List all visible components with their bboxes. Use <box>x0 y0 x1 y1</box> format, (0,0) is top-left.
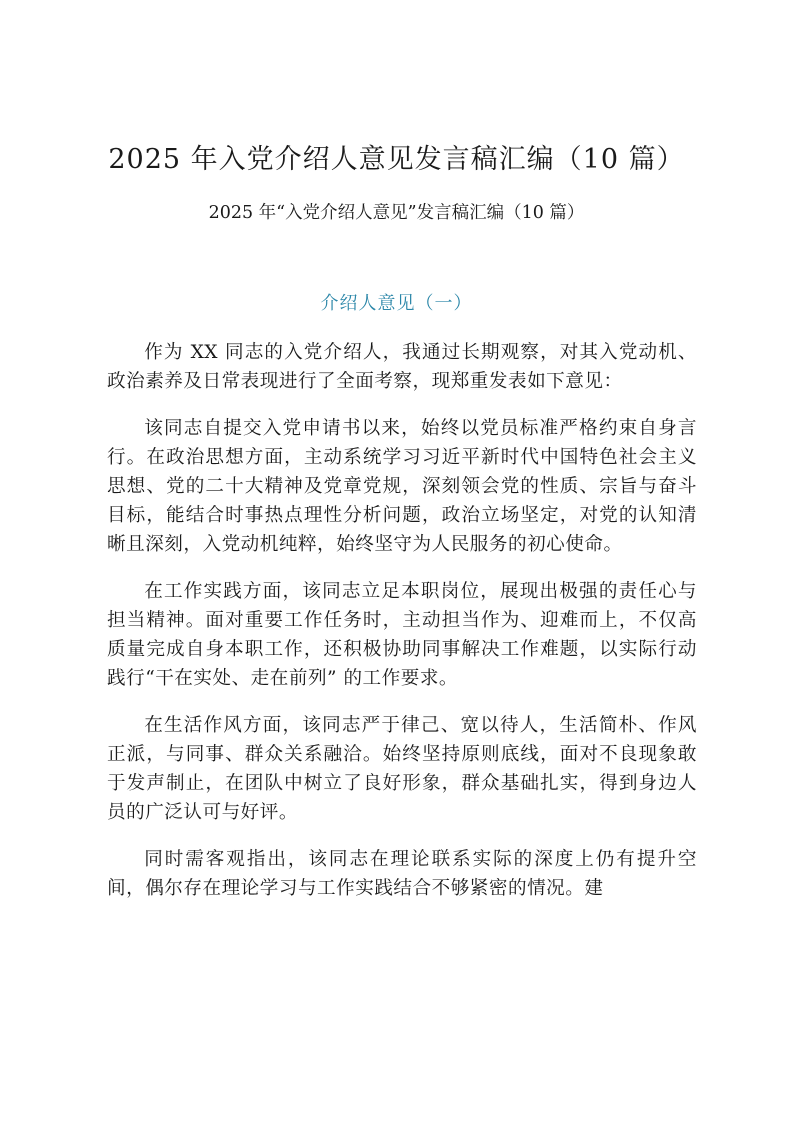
paragraph-1: 作为 XX 同志的入党介绍人，我通过长期观察，对其入党动机、政治素养及日常表现进行了全面考察，现郑重发表如下意见： <box>107 342 697 392</box>
section-heading: 介绍人意见（一） <box>320 293 473 314</box>
paragraph-5: 同时需客观指出，该同志在理论联系实际的深度上仍有提升空间，偶尔存在理论学习与工作实践结合不够紧密的情况。建 <box>107 849 697 899</box>
paragraph-2: 该同志自提交入党申请书以来，始终以党员标准严格约束自身言行。在政治思想方面，主动系统学习习近平新时代中国特色社会主义思想、党的二十大精神及党章党规，深刻领会党的性质、宗旨与奋斗目标，能结合时事热点理性分析问题，政治立场坚定，对党的认知清晰且深刻，入党动机纯粹，始终坚守为人民服务的初心使命。 <box>107 418 697 555</box>
paragraph-4: 在生活作风方面，该同志严于律己、宽以待人，生活简朴、作风正派，与同事、群众关系融洽。始终坚持原则底线，面对不良现象敢于发声制止，在团队中树立了良好形象，群众基础扎实，得到身边人员的广泛认可与好评。 <box>107 715 697 823</box>
paragraph-3: 在工作实践方面，该同志立足本职岗位，展现出极强的责任心与担当精神。面对重要工作任务时，主动担当作为、迎难而上，不仅高质量完成自身本职工作，还积极协助同事解决工作难题，以实际行动践行“干在实处、走在前列” 的工作要求。 <box>107 581 697 689</box>
page-title: 2025 年入党介绍人意见发言稿汇编（10 篇） <box>108 144 685 175</box>
document-body <box>107 338 697 921</box>
page-subtitle: 2025 年“入党介绍人意见”发言稿汇编（10 篇） <box>208 203 585 223</box>
